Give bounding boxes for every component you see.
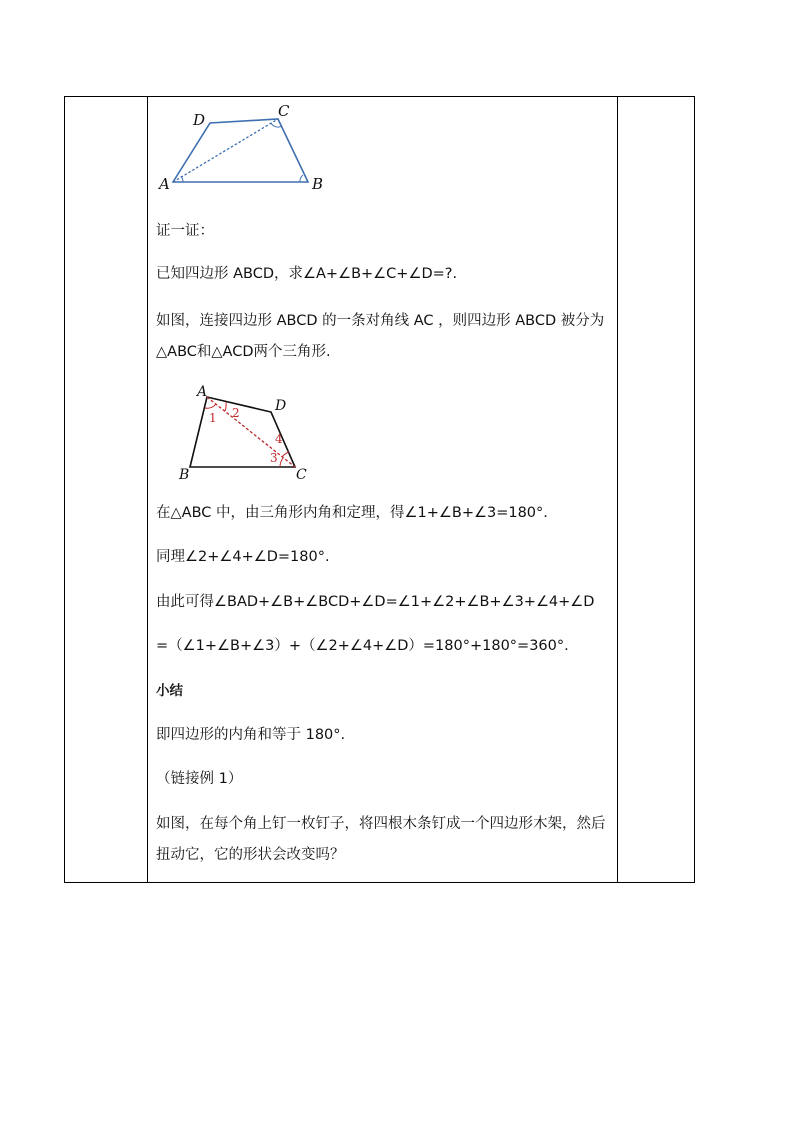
angle-arc-3 [280, 458, 283, 467]
label-b-2: B [179, 467, 190, 483]
angle-arc-2 [225, 402, 226, 411]
summary-statement: 即四边形的内角和等于 180°. [156, 727, 346, 743]
angle-arc-1 [205, 404, 216, 408]
angle-label-4: 4 [275, 432, 283, 446]
angle-label-2: 2 [232, 406, 240, 420]
example-link: （链接例 1） [156, 771, 243, 787]
figure-quadrilateral-abcd [156, 101, 356, 193]
triangle-acd-sum: 同理∠2+∠4+∠D=180°. [156, 549, 330, 565]
table [64, 96, 695, 883]
diagonal-explanation: 如图，连接四边形 ABCD 的一条对角线 AC ，则四边形 ABCD 被分为△ABC和△ACD两个三角形. [156, 313, 605, 360]
given-statement: 已知四边形 ABCD，求∠A+∠B+∠C+∠D=?. [156, 266, 458, 282]
label-d: D [193, 111, 206, 129]
label-c-2: C [296, 467, 307, 483]
column-divider-right [617, 97, 618, 882]
diagonal-ac [173, 119, 278, 182]
wooden-frame-question: 如图，在每个角上钉一枚钉子，将四根木条钉成一个四边形木架，然后扭动它，它的形状会改变吗？ [156, 816, 606, 863]
sum-result: =（∠1+∠B+∠3）+（∠2+∠4+∠D）=180°+180°=360°. [156, 638, 569, 654]
label-c: C [278, 102, 290, 120]
label-a: A [159, 175, 170, 193]
label-d-2: D [275, 398, 287, 414]
label-a-2: A [197, 384, 208, 400]
triangle-abc-sum: 在△ABC 中，由三角形内角和定理，得∠1+∠B+∠3=180°. [156, 505, 548, 521]
angle-label-3: 3 [270, 451, 278, 465]
angle-arc-4 [282, 452, 289, 457]
angle-mark-b [300, 175, 303, 182]
sum-expansion: 由此可得∠BAD+∠B+∠BCD+∠D=∠1+∠2+∠B+∠3+∠4+∠D [156, 594, 595, 610]
angle-label-1: 1 [209, 411, 217, 425]
column-divider-left [147, 97, 148, 882]
summary-heading: 小结 [156, 683, 183, 699]
label-b: B [312, 175, 324, 193]
prove-heading: 证一证： [156, 223, 214, 239]
figure-numbered-angles [170, 382, 320, 484]
